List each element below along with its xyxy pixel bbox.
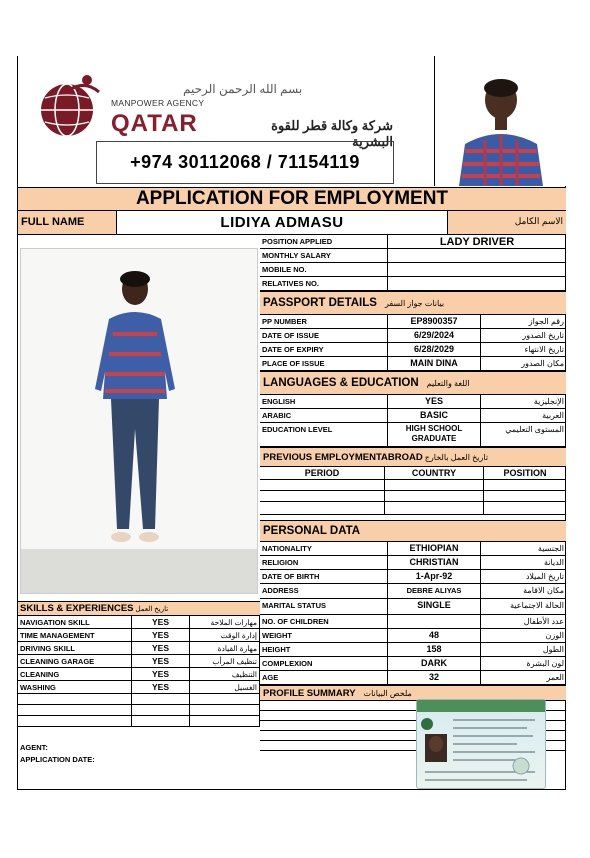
complexion-arabic: لون البشرة: [526, 659, 564, 668]
expiry-date-value: 6/28/2029: [388, 343, 481, 356]
mobile-value: [388, 263, 566, 276]
applicant-full-body-photo: [20, 248, 258, 594]
skill-arabic: إدارة الوقت: [190, 629, 260, 641]
passport-section-header: [260, 291, 566, 315]
arabic-arabic: العربية: [542, 411, 564, 420]
skill-row: [18, 668, 260, 681]
driving-license-image: [416, 699, 546, 789]
passport-title: PASSPORT DETAILS: [263, 297, 377, 309]
personal-row: [260, 556, 566, 570]
nationality-value: ETHIOPIAN: [388, 542, 481, 555]
weight-label: WEIGHT: [260, 629, 388, 642]
calligraphy-text: بسم الله الرحمن الرحيم: [183, 82, 303, 96]
skill-row: [18, 655, 260, 668]
profile-summary-title: PROFILE SUMMARY: [263, 687, 356, 699]
skill-label: CLEANING: [18, 668, 132, 680]
english-label: ENGLISH: [260, 395, 388, 408]
position-label: POSITION APPLIED: [260, 235, 388, 248]
skill-value: YES: [132, 642, 190, 654]
agency-logo: [33, 70, 393, 149]
skill-row: [18, 681, 260, 694]
period-column: PERIOD: [260, 467, 385, 479]
personal-row: [260, 570, 566, 584]
application-form: [17, 56, 566, 790]
full-name-label-arabic: الاسم الكامل: [447, 211, 566, 234]
place-of-issue-label: PLACE OF ISSUE: [260, 357, 388, 370]
salary-label: MONTHLY SALARY: [260, 249, 388, 262]
agency-subtitle: MANPOWER AGENCY: [111, 98, 205, 108]
position-column: POSITION: [503, 468, 547, 478]
full-name-value: LIDIYA ADMASU: [220, 214, 344, 231]
religion-value: CHRISTIAN: [388, 556, 481, 569]
education-arabic: المستوى التعليمي: [505, 425, 564, 434]
arabic-value: BASIC: [388, 409, 481, 422]
previous-employment-header: [260, 447, 566, 467]
position-row: [260, 235, 566, 249]
dob-label: DATE OF BIRTH: [260, 570, 388, 583]
globe-logo-icon: [33, 70, 105, 142]
complexion-label: COMPLEXION: [260, 657, 388, 670]
skill-value: YES: [132, 681, 190, 693]
skill-label: NAVIGATION SKILL: [18, 616, 132, 628]
skill-row: [18, 642, 260, 655]
country-column: COUNTRY: [385, 467, 484, 479]
education-row: [260, 423, 566, 447]
skill-label: TIME MANAGEMENT: [18, 629, 132, 641]
weight-value: 48: [388, 629, 481, 642]
age-label: AGE: [260, 671, 388, 684]
passport-row: [260, 329, 566, 343]
marital-status-arabic: الحالة الاجتماعية: [510, 601, 564, 610]
skill-arabic: تنظيف المرأب: [190, 655, 260, 667]
religion-arabic: الديانة: [543, 558, 564, 567]
phone-number: +974 30112068 / 71154119: [96, 141, 394, 184]
details-column: [260, 235, 566, 751]
skills-table: [18, 601, 260, 727]
arabic-label: ARABIC: [260, 409, 388, 422]
weight-arabic: الوزن: [545, 631, 564, 640]
address-label: ADDRESS: [260, 584, 388, 598]
dob-arabic: تاريخ الميلاد: [525, 572, 564, 581]
age-arabic: العمر: [546, 673, 564, 682]
full-name-label: FULL NAME: [18, 211, 117, 234]
personal-row: [260, 599, 566, 615]
skill-arabic: مهارات الملاحة: [190, 616, 260, 628]
skill-label: CLEANING GARAGE: [18, 655, 132, 667]
agency-name-arabic: شركة وكالة قطر للقوة البشرية: [271, 118, 393, 149]
personal-row: [260, 542, 566, 556]
personal-row: [260, 584, 566, 599]
religion-label: RELIGION: [260, 556, 388, 569]
position-value: LADY DRIVER: [439, 236, 515, 248]
english-arabic: الإنجليزية: [533, 397, 564, 406]
marital-status-label: MARITAL STATUS: [260, 599, 388, 614]
height-value: 158: [388, 643, 481, 656]
passport-row: [260, 315, 566, 329]
issue-date-arabic: تاريخ الصدور: [522, 331, 564, 340]
nationality-label: NATIONALITY: [260, 542, 388, 555]
skill-row: [18, 629, 260, 642]
passport-row: [260, 357, 566, 371]
skill-arabic: الغسيل: [190, 681, 260, 693]
personal-row: [260, 615, 566, 629]
age-value: 32: [388, 671, 481, 684]
complexion-value: DARK: [388, 657, 481, 670]
skill-value: YES: [132, 655, 190, 667]
skill-row: [18, 616, 260, 629]
language-row: [260, 409, 566, 423]
skills-header: [18, 601, 260, 616]
pp-number-label: PP NUMBER: [260, 315, 388, 328]
previous-employment-title: PREVIOUS EMPLOYMENTABROAD: [263, 451, 423, 463]
height-arabic: الطول: [542, 645, 564, 654]
pp-number-arabic: رقم الجواز: [528, 317, 564, 326]
personal-data-title: PERSONAL DATA: [263, 525, 361, 537]
mobile-row: [260, 263, 566, 277]
salary-row: [260, 249, 566, 263]
expiry-date-label: DATE OF EXPIRY: [260, 343, 388, 356]
children-arabic: عدد الأطفال: [523, 617, 564, 626]
place-of-issue-value: MAIN DINA: [388, 357, 481, 370]
address-arabic: مكان الاقامة: [523, 586, 564, 595]
languages-title: LANGUAGES & EDUCATION: [263, 377, 419, 389]
salary-value: [388, 249, 566, 262]
expiry-date-arabic: تاريخ الانتهاء: [524, 345, 564, 354]
previous-employment-row: [260, 502, 566, 515]
skill-label: DRIVING SKILL: [18, 642, 132, 654]
previous-employment-row: [260, 491, 566, 502]
previous-employment-columns: [260, 467, 566, 480]
application-date-label: APPLICATION DATE:: [20, 755, 95, 764]
relatives-label: RELATIVES NO.: [260, 277, 388, 290]
children-value: [388, 615, 481, 628]
skill-row-empty: [18, 705, 260, 716]
issue-date-label: DATE OF ISSUE: [260, 329, 388, 342]
passport-row: [260, 343, 566, 357]
passport-title-arabic: بيانات جواز السفر: [384, 298, 445, 308]
nationality-arabic: الجنسية: [537, 544, 564, 553]
education-value: HIGH SCHOOL GRADUATE: [388, 423, 481, 446]
pp-number-value: EP8900357: [388, 315, 481, 328]
skill-row-empty: [18, 694, 260, 705]
skill-value: YES: [132, 629, 190, 641]
languages-section-header: [260, 371, 566, 395]
personal-row: [260, 629, 566, 643]
skill-arabic: التنظيف: [190, 668, 260, 680]
skills-title: SKILLS & EXPERIENCES: [20, 603, 134, 614]
personal-data-header: [260, 520, 566, 542]
relatives-value: [388, 277, 566, 290]
skill-arabic: مهارة القيادة: [190, 642, 260, 654]
place-of-issue-arabic: مكان الصدور: [521, 359, 564, 368]
skill-row-empty: [18, 716, 260, 727]
personal-row: [260, 657, 566, 671]
dob-value: 1-Apr-92: [388, 570, 481, 583]
skills-title-arabic: تاريخ العمل: [135, 605, 169, 613]
address-value: DEBRE ALIYAS: [388, 584, 481, 598]
height-label: HEIGHT: [260, 643, 388, 656]
full-name-row: [18, 211, 566, 235]
applicant-portrait: [434, 56, 566, 186]
profile-summary-title-arabic: ملخص البيانات: [363, 688, 412, 698]
relatives-row: [260, 277, 566, 291]
skill-value: YES: [132, 668, 190, 680]
languages-title-arabic: اللغة والتعليم: [426, 378, 470, 388]
children-label: NO. OF CHILDREN: [260, 615, 388, 628]
issue-date-value: 6/29/2024: [388, 329, 481, 342]
personal-row: [260, 643, 566, 657]
skill-value: YES: [132, 616, 190, 628]
marital-status-value: SINGLE: [388, 599, 481, 614]
previous-employment-title-arabic: تاريخ العمل بالخارج: [424, 452, 489, 462]
skill-label: WASHING: [18, 681, 132, 693]
form-title: APPLICATION FOR EMPLOYMENT: [18, 187, 566, 211]
agent-block: [20, 742, 95, 766]
personal-row: [260, 671, 566, 685]
mobile-label: MOBILE NO.: [260, 263, 388, 276]
agency-name: QATAR: [111, 110, 198, 137]
language-row: [260, 395, 566, 409]
agent-label: AGENT:: [20, 743, 48, 752]
education-label: EDUCATION LEVEL: [260, 423, 388, 446]
english-value: YES: [388, 395, 481, 408]
previous-employment-row: [260, 480, 566, 491]
